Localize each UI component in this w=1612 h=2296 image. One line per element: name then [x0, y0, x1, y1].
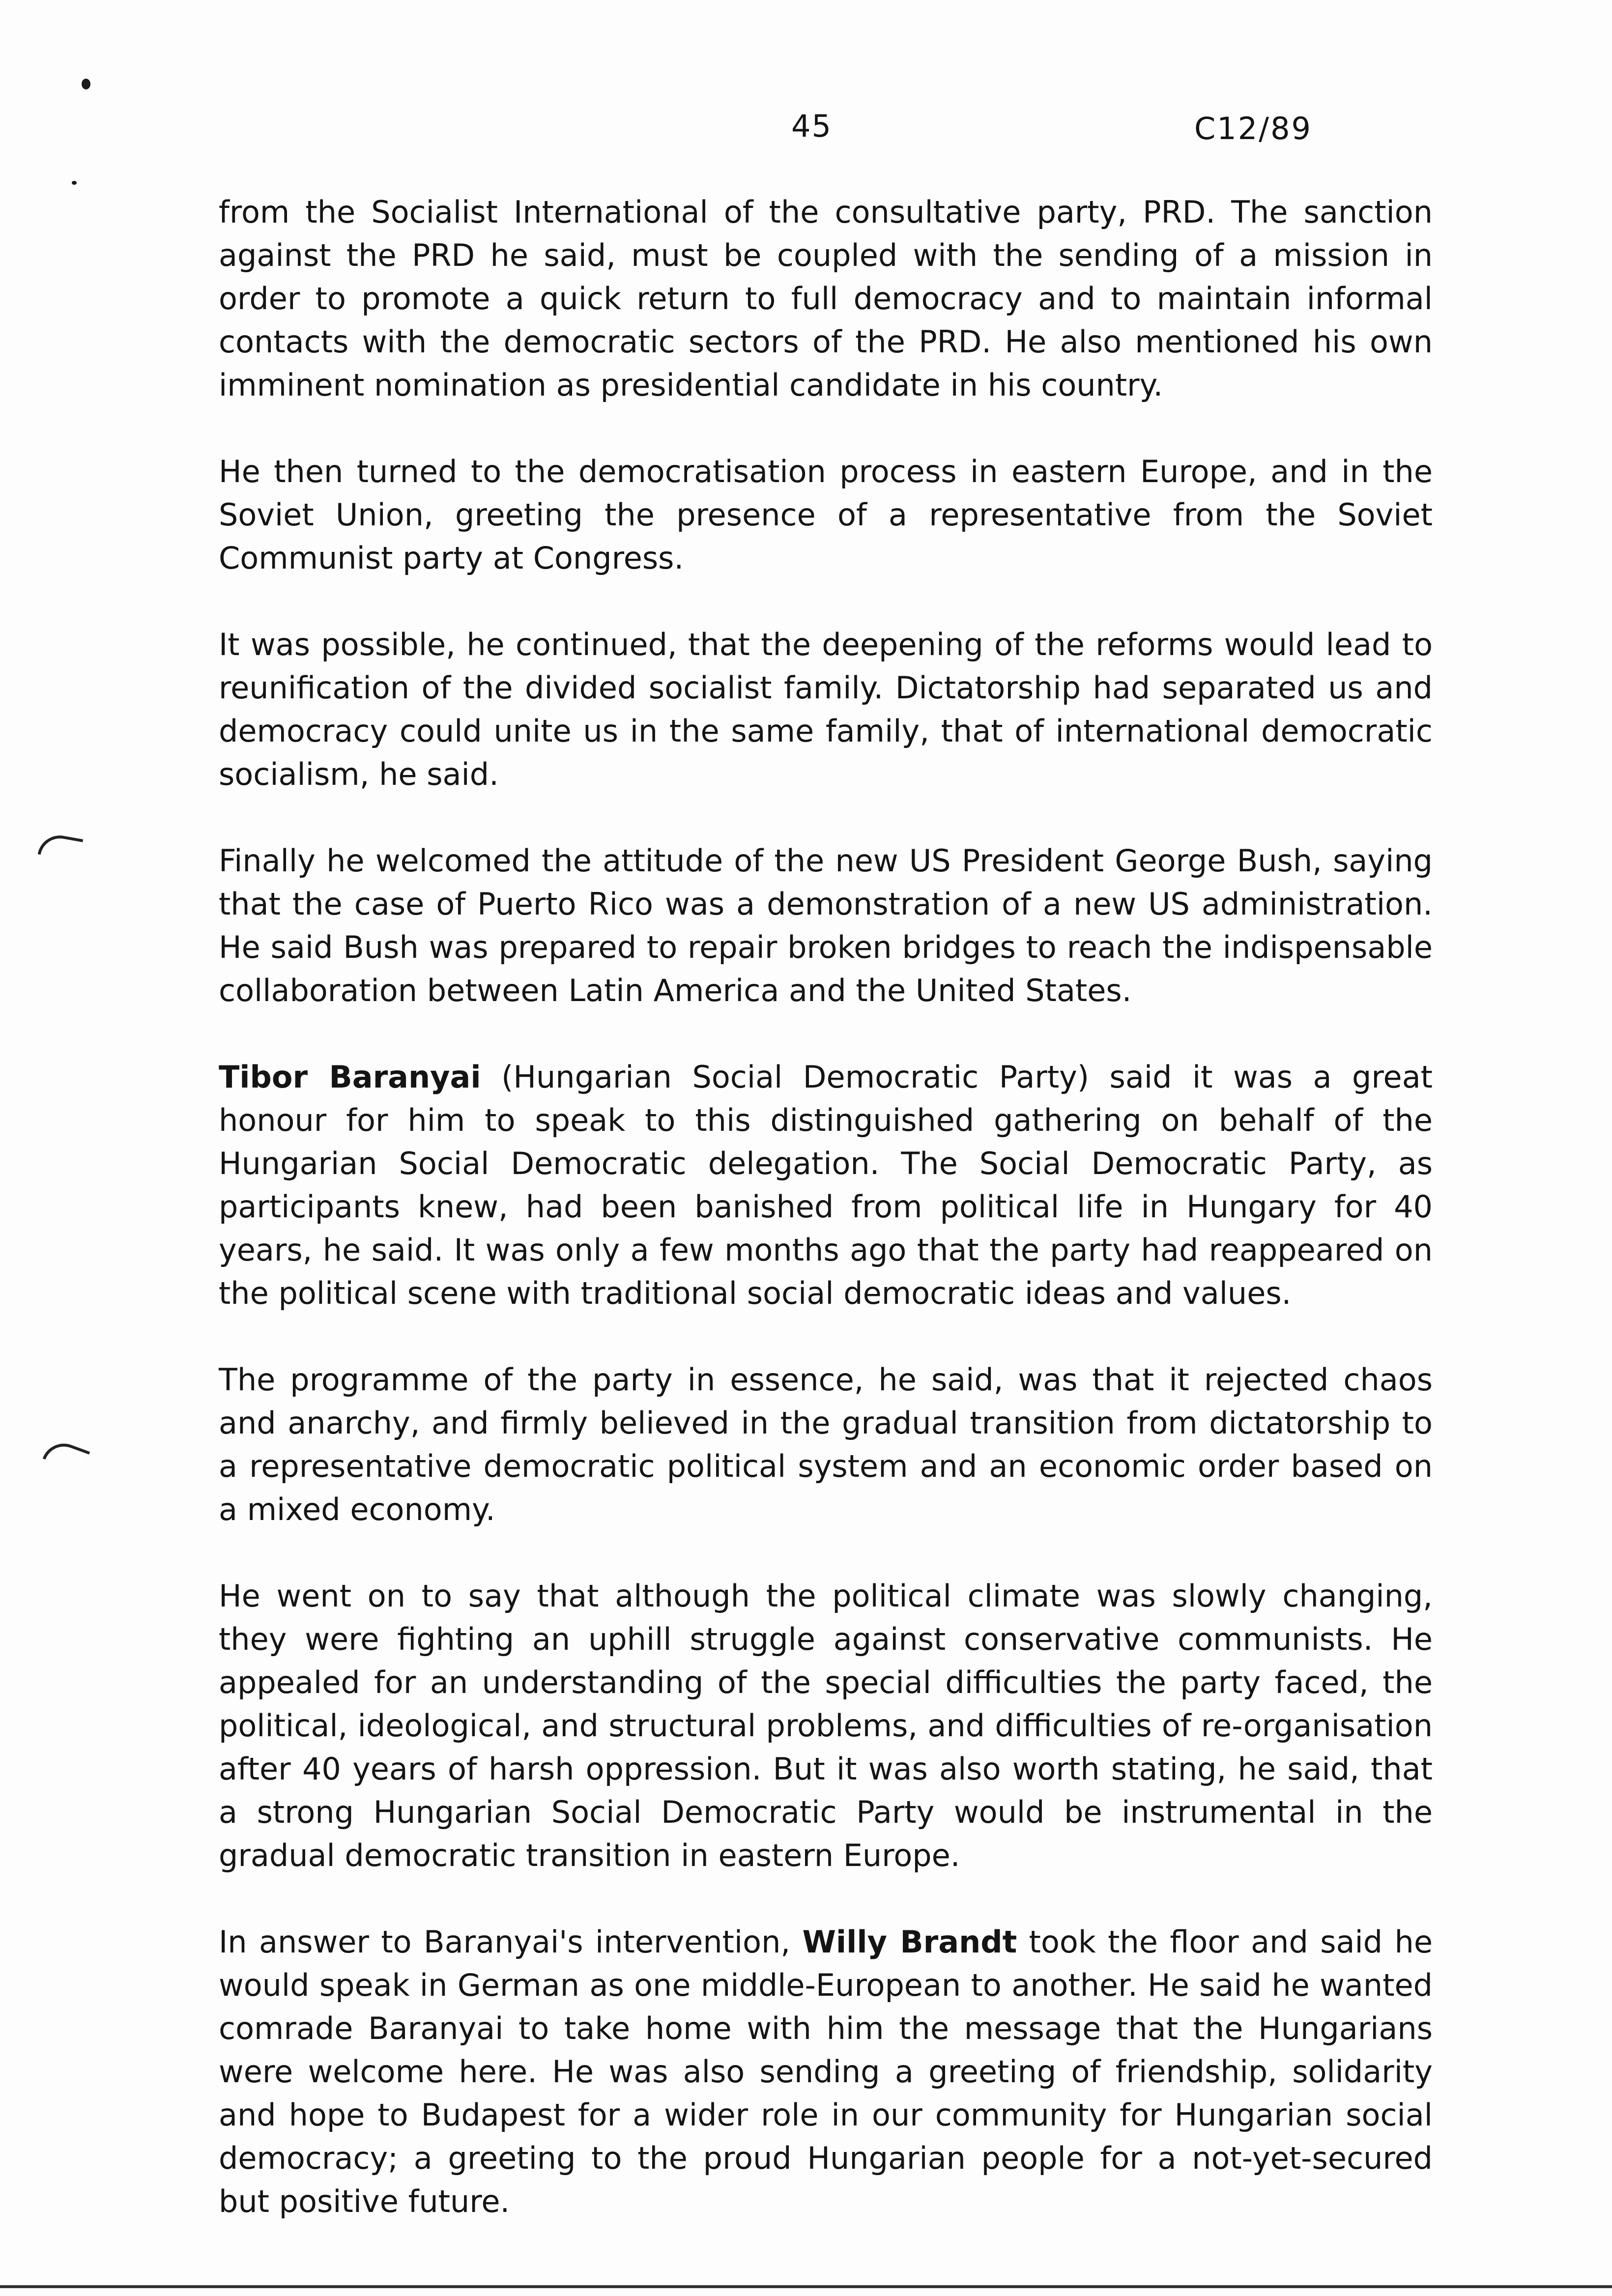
paragraph-text: from the Socialist International of the consultative party, PRD. The sanction against the PRD he said, must be coupled with the sending of a mission in order to promote a quick return to full democracy and to maintain informal contacts with the democratic sectors of the PRD. He also mentioned his own imminent nomination as presidential candidate in his country.	[219, 194, 1433, 403]
document-reference: C12/89	[1194, 111, 1312, 146]
paragraph	[219, 450, 1433, 580]
bottom-edge-rule	[0, 2285, 1612, 2288]
paragraph	[219, 1056, 1433, 1315]
paragraph-text: took the floor and said he would speak in German as one middle-European to another. He said he wanted comrade Baranyai to take home with him the message that the Hungarians were welcome here. He was also sending a greeting of friendship, solidarity and hope to Budapest for a wider role in our community for Hungarian social democracy; a greeting to the proud Hungarian people for a not-yet-secured but positive future.	[219, 1924, 1433, 2219]
paragraph-text: He then turned to the democratisation process in eastern Europe, and in the Soviet Union, greeting the presence of a representative from the Soviet Communist party at Congress.	[219, 454, 1433, 576]
paragraph	[219, 623, 1433, 796]
speaker-name: Tibor Baranyai	[219, 1059, 481, 1095]
punch-hole-mark	[38, 832, 84, 861]
paragraph	[219, 839, 1433, 1012]
page-number: 45	[791, 108, 832, 144]
paragraph	[219, 191, 1433, 407]
punch-hole-mark	[43, 1437, 90, 1473]
paragraph	[219, 1358, 1433, 1531]
body-text	[219, 191, 1433, 2223]
paragraph-text: In answer to Baranyai's intervention,	[219, 1924, 803, 1960]
paragraph-text: It was possible, he continued, that the deepening of the reforms would lead to reunification of the divided socialist family. Dictatorship had separated us and democracy could unite us in the same family, that of international democratic socialism, he said.	[219, 627, 1433, 792]
scan-mark-speck	[72, 181, 77, 185]
speaker-name: Willy Brandt	[802, 1924, 1017, 1960]
paragraph	[219, 1575, 1433, 1877]
paragraph-text: The programme of the party in essence, he said, was that it rejected chaos and anarchy, and firmly believed in the gradual transition from dictatorship to a representative democratic political system and an economic order based on a mixed economy.	[219, 1362, 1433, 1527]
paragraph-text: Finally he welcomed the attitude of the new US President George Bush, saying that the case of Puerto Rico was a demonstration of a new US administration. He said Bush was prepared to repair broken bridges to reach the indispensable collaboration between Latin America and the United States.	[219, 843, 1433, 1008]
paragraph-text: (Hungarian Social Democratic Party) said it was a great honour for him to speak to this distinguished gathering on behalf of the Hungarian Social Democratic delegation. The Social Democratic Party, as participants knew, had been banished from political life in Hungary for 40 years, he said. It was only a few months ago that the party had reappeared on the political scene with traditional social democratic ideas and values.	[219, 1059, 1433, 1311]
paragraph-text: He went on to say that although the political climate was slowly changing, they were fighting an uphill struggle against conservative communists. He appealed for an understanding of the special difficulties the party faced, the political, ideological, and structural problems, and difficulties of re-organisation after 40 years of harsh oppression. But it was also worth stating, he said, that a strong Hungarian Social Democratic Party would be instrumental in the gradual democratic transition in eastern Europe.	[219, 1578, 1433, 1873]
paragraph	[219, 1921, 1433, 2223]
scan-mark-dot	[82, 79, 90, 89]
